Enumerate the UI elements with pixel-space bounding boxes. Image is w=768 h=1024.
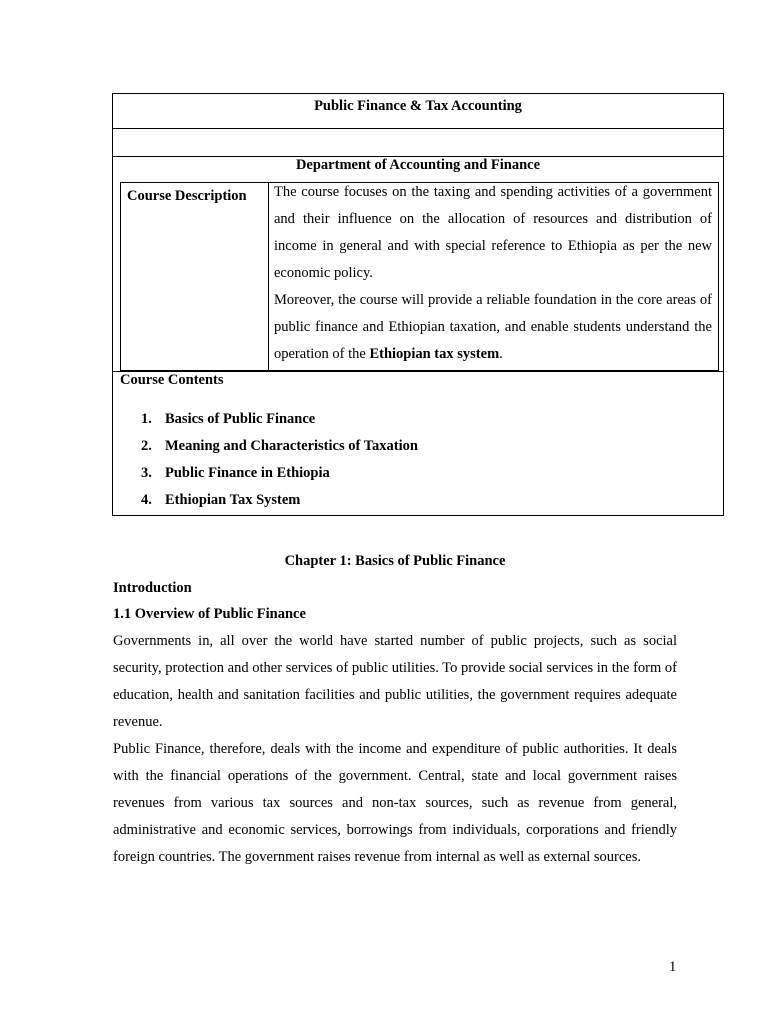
- page-number: 1: [669, 959, 677, 975]
- list-item-number: 2.: [141, 438, 152, 454]
- course-contents-list: [141, 406, 418, 514]
- list-item-label: Meaning and Characteristics of Taxation: [165, 438, 418, 454]
- empty-row: [113, 128, 723, 157]
- column-divider: [268, 183, 269, 370]
- course-info-table: [112, 93, 724, 516]
- department-name: Department of Accounting and Finance: [295, 157, 541, 173]
- list-item: [141, 487, 418, 514]
- course-description-label: Course Description: [127, 188, 247, 204]
- list-item-number: 1.: [141, 411, 152, 427]
- list-item-label: Public Finance in Ethiopia: [165, 465, 330, 481]
- body-paragraph-1: Governments in, all over the world have started number of public projects, such as social security, protection and other services of public utilities. To provide social services in the form of education, health and sanitation facilities and public utilities, the government requires adequate revenue.: [113, 633, 677, 730]
- course-description-text: [274, 179, 712, 368]
- course-description-table: [120, 182, 719, 371]
- list-item-label: Basics of Public Finance: [165, 411, 316, 427]
- section-heading: 1.1 Overview of Public Finance: [113, 606, 306, 622]
- list-item-number: 4.: [141, 492, 152, 508]
- body-paragraph-2: Public Finance, therefore, deals with the income and expenditure of public authorities. It deals with the financial operations of the government. Central, state and local government raises revenues from various tax sources and non-tax sources, such as revenue from general, administrative and economic services, borrowings from individuals, corporations and friendly foreign countries. The government raises revenue from internal as well as external sources.: [113, 741, 677, 865]
- description-p2-bold: Ethiopian tax system: [369, 346, 500, 362]
- description-paragraph-2: [274, 287, 712, 368]
- course-contents-heading: Course Contents: [120, 372, 224, 388]
- description-p2-end: .: [499, 346, 503, 362]
- list-item: [141, 460, 418, 487]
- chapter-body: [113, 628, 677, 871]
- list-item-number: 3.: [141, 465, 152, 481]
- chapter-title: Chapter 1: Basics of Public Finance: [284, 553, 506, 569]
- description-p2-start: Moreover, the course will provide a reliable foundation in the core areas of public finance and Ethiopian taxation, and enable students understand the operation of the: [274, 292, 712, 362]
- list-item: [141, 406, 418, 433]
- introduction-heading: Introduction: [113, 580, 192, 596]
- list-item: [141, 433, 418, 460]
- description-paragraph-1: The course focuses on the taxing and spending activities of a government and their influence on the allocation of resources and distribution of income in general and with special reference to Ethiopia as per the new economic policy.: [274, 184, 712, 281]
- list-item-label: Ethiopian Tax System: [165, 492, 301, 508]
- course-title: Public Finance & Tax Accounting: [113, 94, 723, 129]
